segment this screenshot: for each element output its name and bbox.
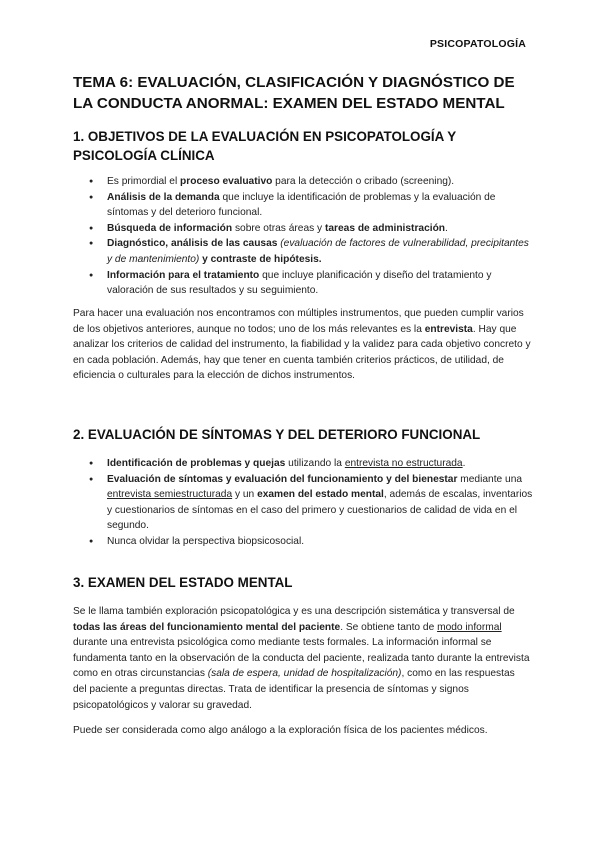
- section-1-bullet-list: [73, 174, 533, 299]
- document-title: TEMA 6: EVALUACIÓN, CLASIFICACIÓN Y DIAGNÓSTICO DE LA CONDUCTA ANORMAL: EXAMEN DEL ESTADO MENTAL: [73, 74, 515, 112]
- list-item: ● Diagnóstico, análisis de las causas (evaluación de factores de vulnerabilidad, precipitantes y de mantenimiento) y contraste de hipótesis.: [73, 236, 533, 267]
- section-1-paragraph: Para hacer una evaluación nos encontramos con múltiples instrumentos, que pueden cumplir varios de los objetivos anteriores, aunque no todos; uno de los más relevantes es la entrevista. Hay que analizar los criterios de calidad del instrumento, la fiabilidad y la validez para cada objetivo concreto y en cada población. Además, hay que tener en cuenta también criterios prácticos, de utilidad, de eficiencia o culturales para la elección de dichos instrumentos.: [73, 308, 531, 382]
- section-2-bullet-list: [73, 456, 533, 550]
- list-item: ● Información para el tratamiento que incluye planificación y diseño del tratamiento y valoración de sus resultados y su seguimiento.: [73, 268, 533, 299]
- page-header: PSICOPATOLOGÍA: [429, 38, 526, 50]
- list-item: ● Análisis de la demanda que incluye la identificación de problemas y la evaluación de síntomas y del deterioro funcional.: [73, 190, 533, 221]
- list-item: ● Nunca olvidar la perspectiva biopsicosocial.: [73, 534, 533, 550]
- section-3-paragraph-2: Puede ser considerada como algo análogo a la exploración física de los pacientes médicos.: [73, 725, 488, 736]
- section-3-heading: 3. EXAMEN DEL ESTADO MENTAL: [73, 575, 293, 590]
- list-item: ● Búsqueda de información sobre otras áreas y tareas de administración.: [73, 221, 533, 237]
- section-1-heading: 1. OBJETIVOS DE LA EVALUACIÓN EN PSICOPATOLOGÍA Y PSICOLOGÍA CLÍNICA: [73, 129, 456, 163]
- list-item: ● Es primordial el proceso evaluativo para la detección o cribado (screening).: [73, 174, 533, 190]
- list-item: ● Evaluación de síntomas y evaluación del funcionamiento y del bienestar mediante una entrevista semiestructurada y un examen del estado mental, además de escalas, inventarios y cuestionarios de síntomas en el caso del primero y cuestionarios de calidad de vida en el segundo.: [73, 472, 533, 534]
- section-3-paragraph-1: Se le llama también exploración psicopatológica y es una descripción sistemática y transversal de todas las áreas del funcionamiento mental del paciente. Se obtiene tanto de modo informal durante una entrevista psicológica como mediante tests formales. La información informal se fundamenta tanto en la observación de la conducta del paciente, realizada tanto durante la entrevista como en otras circunstancias (sala de espera, unidad de hospitalización), como en las respuestas del paciente a preguntas directas. Trata de identificar la presencia de síntomas y signos psicopatológicos y valorar su gravedad.: [73, 606, 530, 711]
- list-item: ● Identificación de problemas y quejas utilizando la entrevista no estructurada.: [73, 456, 533, 472]
- section-2-heading: 2. EVALUACIÓN DE SÍNTOMAS Y DEL DETERIORO FUNCIONAL: [73, 427, 481, 442]
